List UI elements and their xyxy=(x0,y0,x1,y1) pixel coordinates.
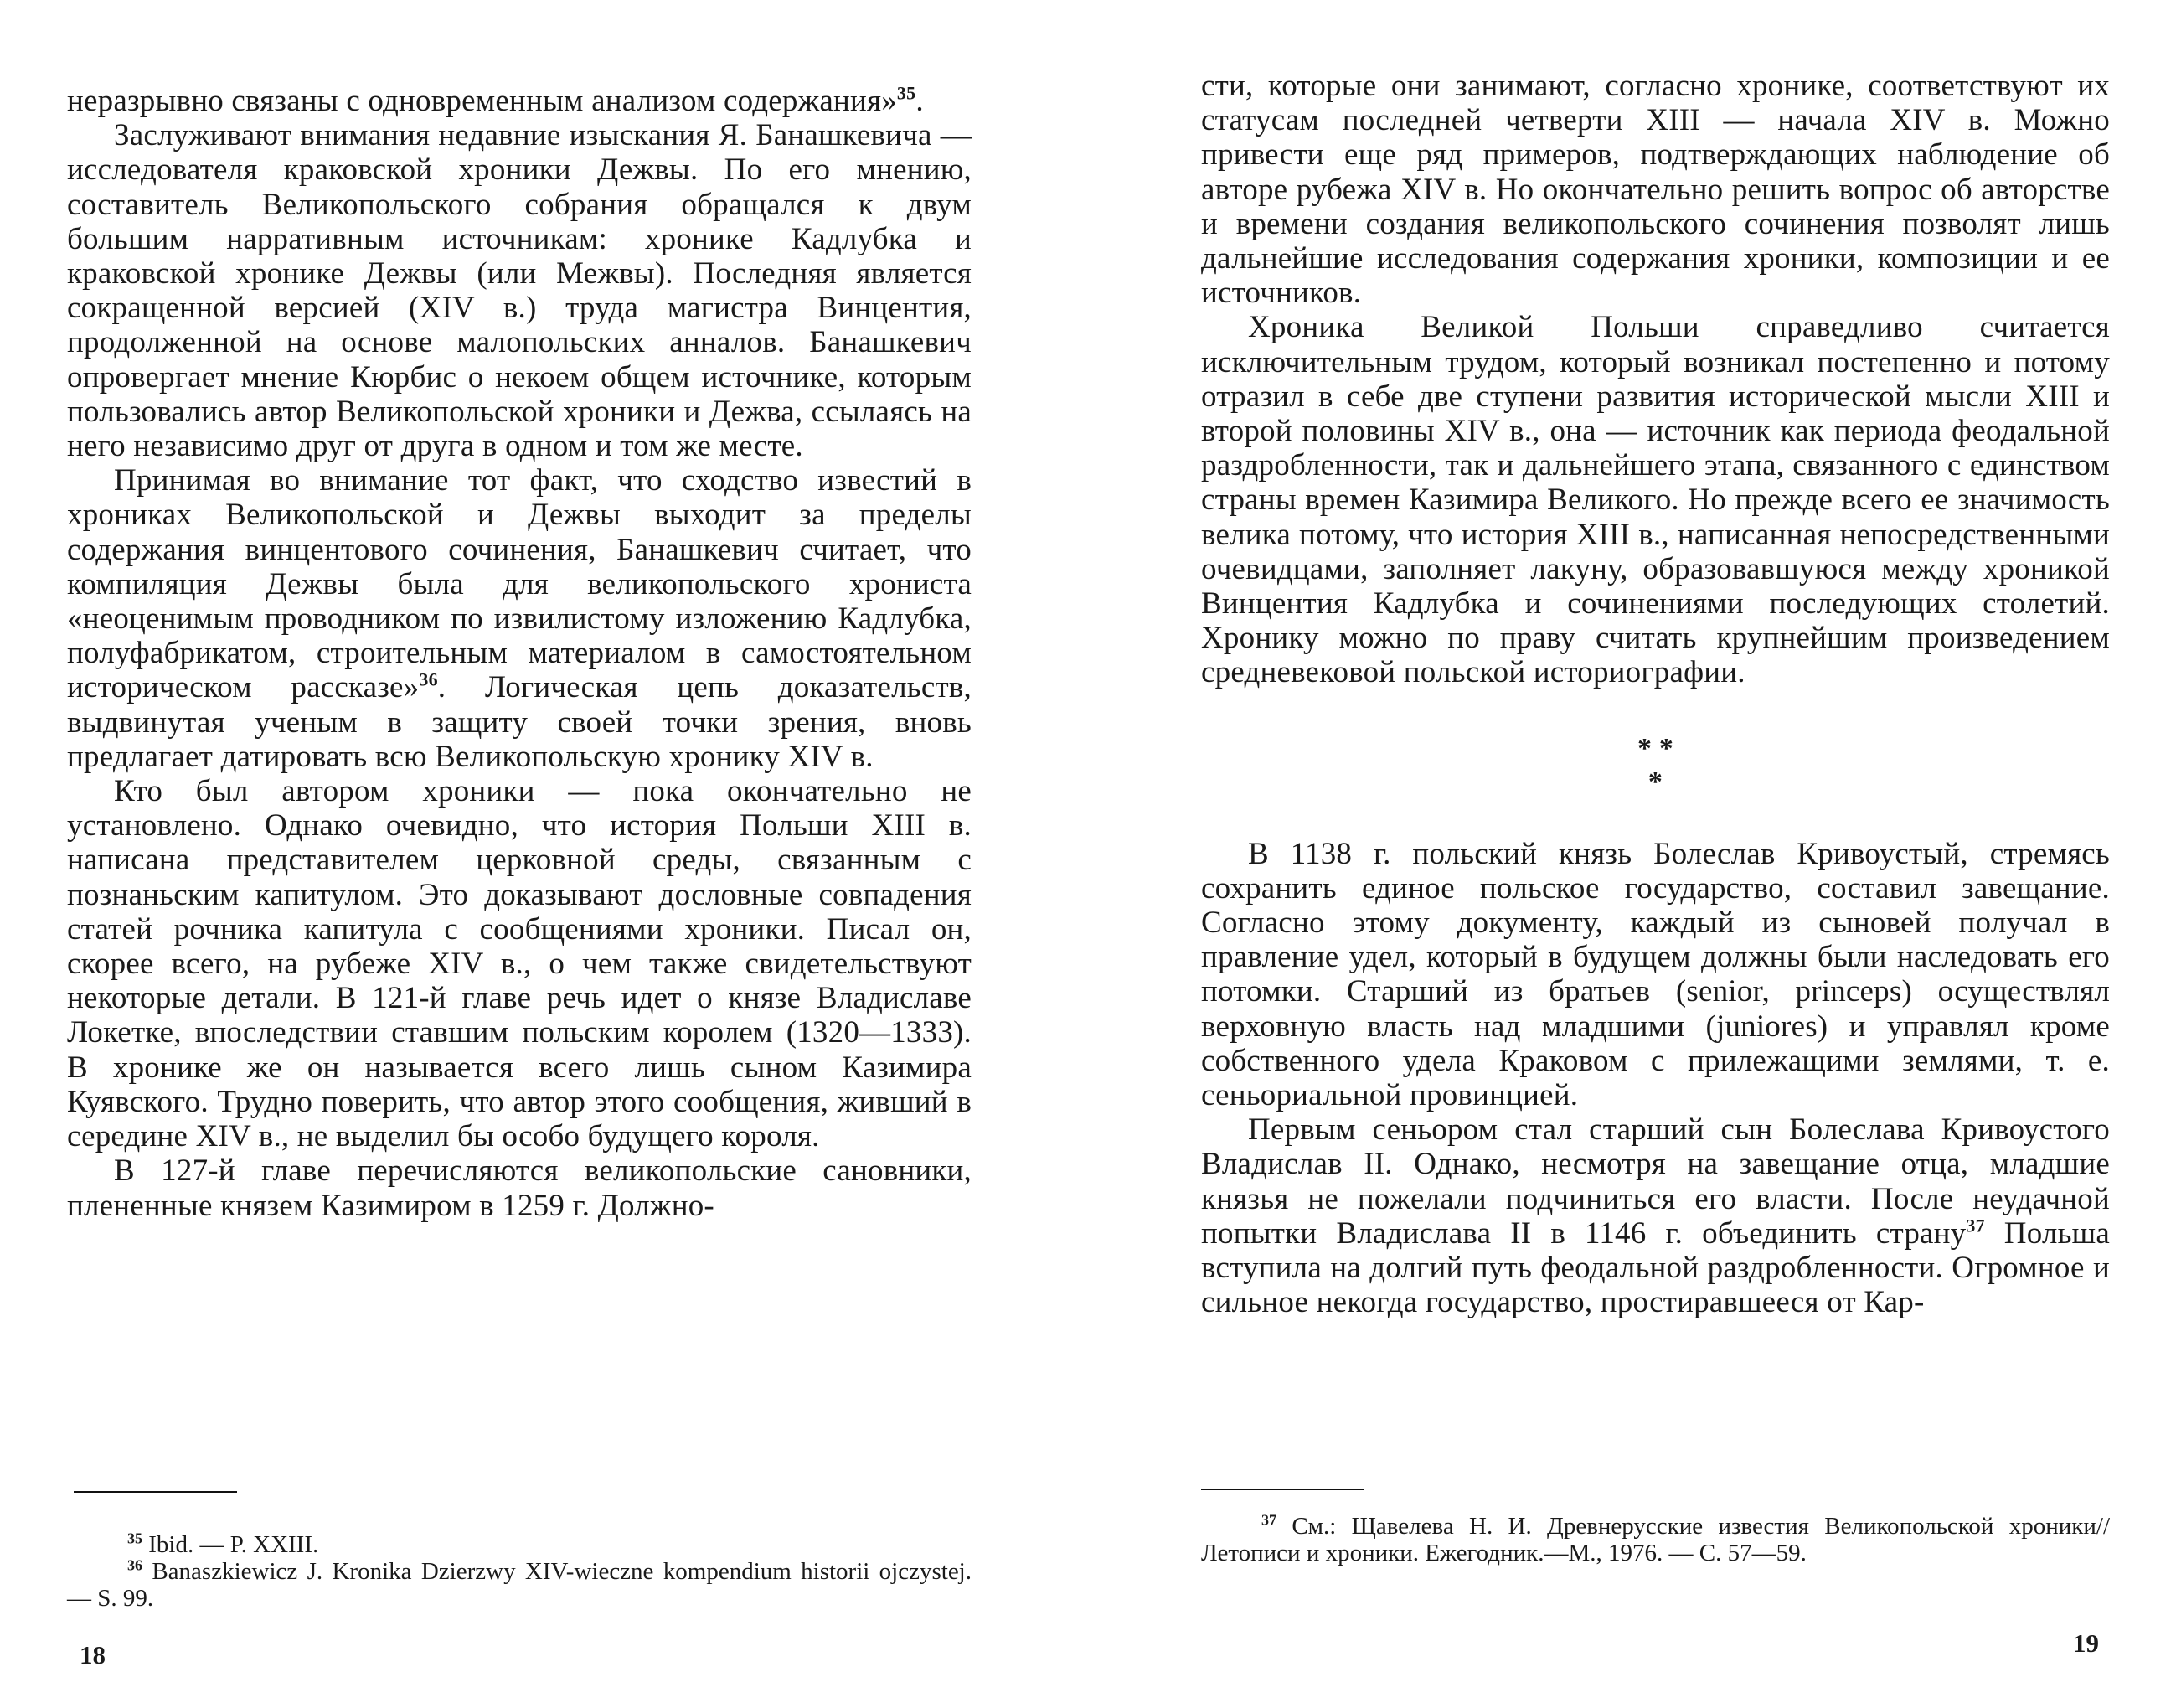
paragraph: В 1138 г. польский князь Болеслав Кривоустый, стремясь сохранить единое польское государство, составил завещание. Согласно этому документу, каждый из сыновей получал в правление удел, который в будущем должны были наследовать его потомки. Старший из братьев (senior, princeps) осуществлял верховную власть над младшими (juniores) и управлял кроме собственного удела Краковом с прилежащими землями, т. е. сеньориальной провинцией. xyxy=(1201,836,2110,1113)
paragraph: Кто был автором хроники — пока окончательно не установлено. Однако очевидно, что история Польши XIII в. написана представителем церковной среды, связанным с познаньским капитулом. Это доказывают дословные совпадения статей рочника капитула с сообщениями хроники. Писал он, скорее всего, на рубеже XIV в., о чем также свидетельствуют некоторые детали. В 121-й главе речь идет о князе Владиславе Локетке, впоследствии ставшим польским королем (1320—1333). В хронике же он называется всего лишь сыном Казимира Куявского. Трудно поверить, что автор этого сообщения, живший в середине XIV в., не выделил бы особо будущего короля. xyxy=(67,774,972,1154)
left-body-text xyxy=(67,84,972,1223)
separator-stars-top: * * xyxy=(1637,732,1674,764)
separator-stars-bottom: * xyxy=(1647,766,1663,797)
footnote-ref: 37 xyxy=(1966,1215,1985,1236)
paragraph: Принимая во внимание тот факт, что сходство известий в хрониках Великопольской и Дежвы выходит за пределы содержания винцентового сочинения, Банашкевич считает, что компиляция Дежвы была для великопольского хрониста «неоценимым проводником по извилистому изложению Кадлубка, полуфабрикатом, строительным материалом в самостоятельном историческом рассказе»$^{36}$. Логическая цепь доказательств, выдвинутая ученым в защиту своей точки зрения, вновь предлагает датировать всю Великопольскую хронику XIV в. xyxy=(67,463,972,774)
paragraph: Первым сеньором стал старший сын Болеслава Кривоустого Владислав II. Однако, несмотря на завещание отца, младшие князья не пожелали подчиниться его власти. После неудачной попытки Владислава II в 1146 г. объединить страну$^{37}$ Польша вступила на долгий путь феодальной раздробленности. Огромное и сильное некогда государство, простиравшееся от Кар- xyxy=(1201,1112,2110,1320)
right-footnotes xyxy=(1201,1513,2110,1566)
paragraph: Заслуживают внимания недавние изыскания Я. Банашкевича — исследователя краковской хроники Дежвы. По его мнению, составитель Великопольского собрания обращался к двум большим нарративным источникам: хронике Кадлубка и краковской хронике Дежвы (или Межвы). Последняя является сокращенной версией (XIV в.) труда магистра Винцентия, продолженной на основе малопольских анналов. Банашкевич опровергает мнение Кюрбис о некоем общем источнике, которым пользовались автор Великопольской хроники и Дежва, ссылаясь на него независимо друг от друга в одном и том же месте. xyxy=(67,118,972,464)
footnote-divider xyxy=(1201,1489,1364,1490)
footnote: $^{37}$ См.: Щавелева Н. И. Древнерусские известия Великопольской хроники//Летописи и хроники. Ежегодник.—М., 1976. — С. 57—59. xyxy=(1201,1511,2111,1566)
footnote-ref: 35 xyxy=(896,82,916,104)
left-footnotes xyxy=(67,1531,972,1612)
footnote: $^{36}$ Banaszkiewicz J. Kronika Dzierzwy XIV-wieczne kompendium historii ojczystej. — S. 99. xyxy=(67,1556,972,1612)
section-separator xyxy=(1201,690,2110,837)
footnote-ref: 36 xyxy=(419,669,438,691)
paragraph: В 127-й главе перечисляются великопольские сановники, плененные князем Казимиром в 1259 г. Должно- xyxy=(67,1153,972,1223)
paragraph: Хроника Великой Польши справедливо считается исключительным трудом, который возникал постепенно и потому отразил в себе две ступени развития исторической мысли XIII и второй половины XIV в., она — источник как периода феодальной раздробленности, так и дальнейшего этапа, связанного с единством страны времен Казимира Великого. Но прежде всего ее значимость велика потому, что история XIII в., написанная непосредственными очевидцами, заполняет лакуну, образовавшуюся между хроникой Винцентия Кадлубка и сочинениями последующих столетий. Хронику можно по праву считать крупнейшим произведением средневековой польской историографии. xyxy=(1201,310,2110,690)
page-number: 19 xyxy=(2073,1628,2099,1658)
paragraph: неразрывно связаны с одновременным анализом содержания»$^{35}$. xyxy=(67,82,924,118)
right-page xyxy=(1088,0,2176,1708)
right-body-text xyxy=(1201,69,2110,1320)
page-number: 18 xyxy=(80,1640,106,1669)
footnote: $^{35}$ Ibid. — P. XXIII. xyxy=(127,1530,319,1558)
footnote-divider xyxy=(74,1491,237,1493)
paragraph: сти, которые они занимают, согласно хронике, соответствуют их статусам последней четверти XIII — начала XIV в. Можно привести еще ряд примеров, подтверждающих наблюдение об авторе рубежа XIV в. Но окончательно решить вопрос об авторстве и времени создания великопольского сочинения позволят лишь дальнейшие исследования содержания хроники, композиции и ее источников. xyxy=(1201,69,2110,311)
